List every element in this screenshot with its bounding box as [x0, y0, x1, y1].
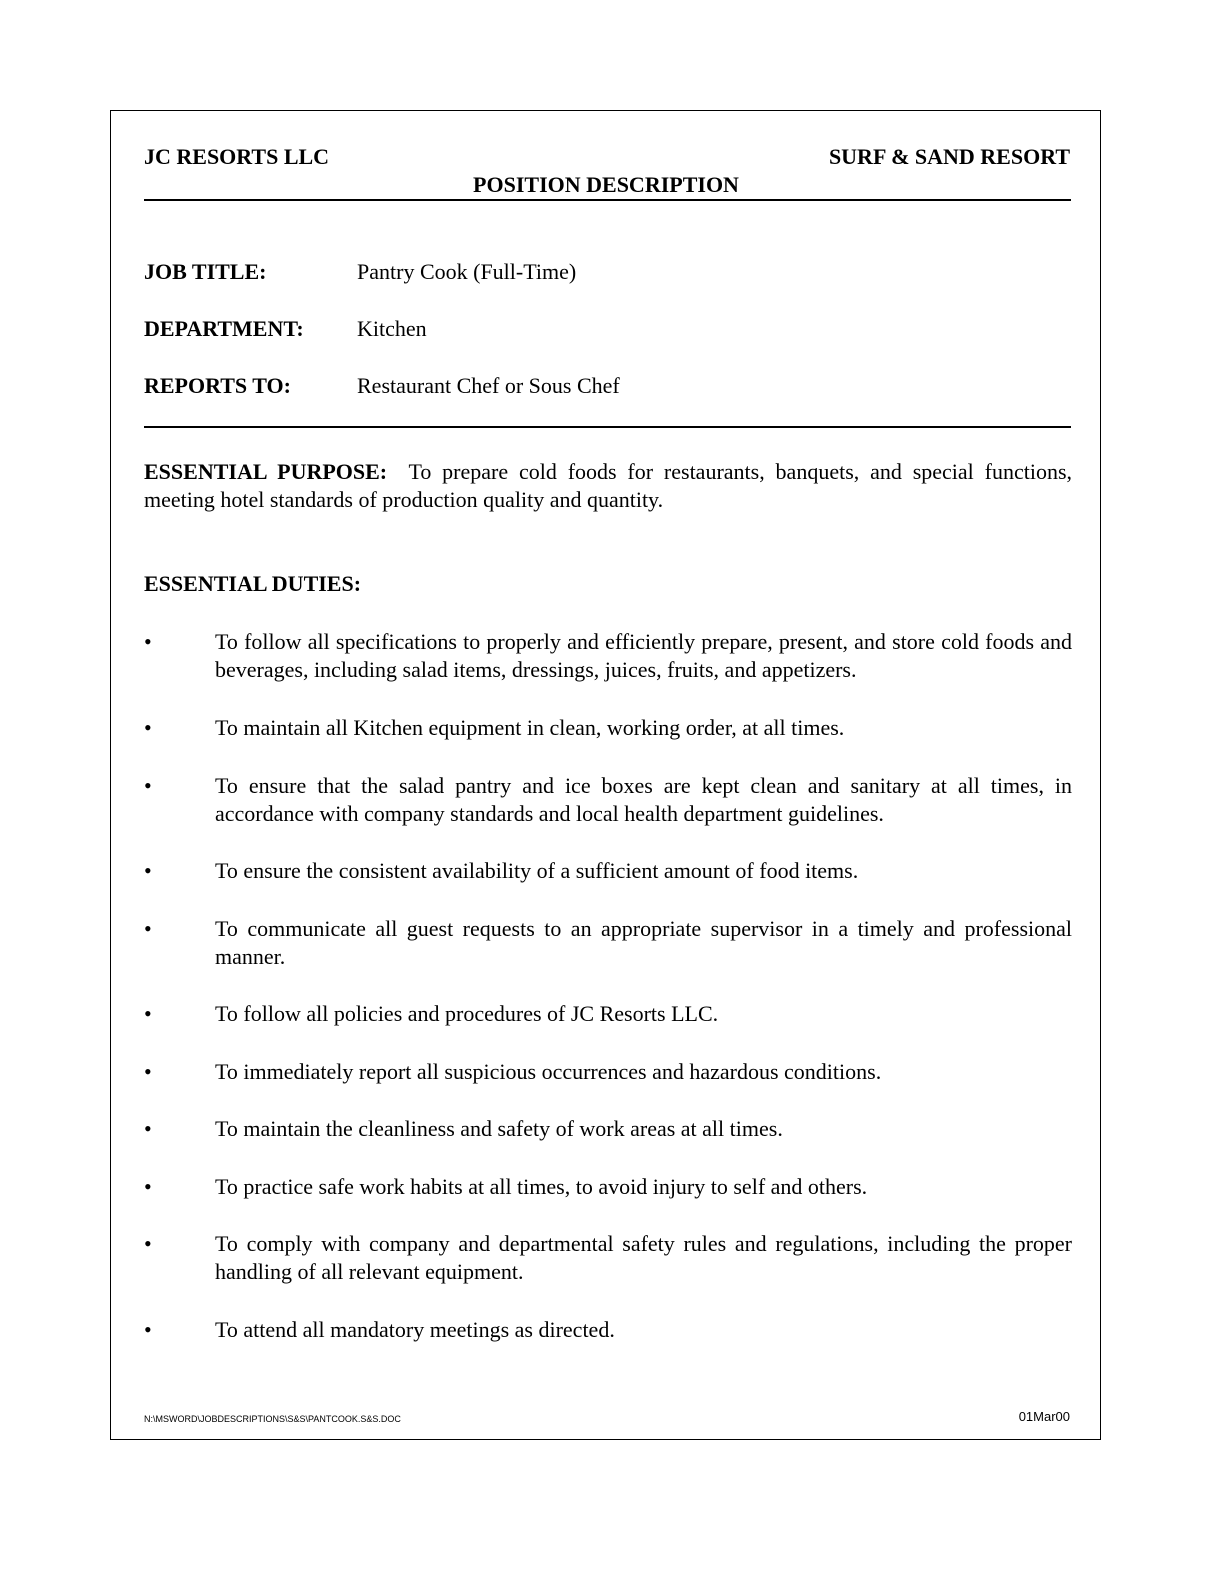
essential-duties-heading: ESSENTIAL DUTIES:: [144, 571, 362, 596]
list-item: [144, 628, 1072, 684]
bullet-icon: •: [144, 1174, 152, 1199]
list-item: [144, 915, 1072, 971]
reports-to-label: REPORTS TO:: [144, 373, 291, 398]
duty-text: To ensure the consistent availability of a sufficient amount of food items.: [215, 858, 859, 883]
duty-text: To practice safe work habits at all times, to avoid injury to self and others.: [215, 1174, 868, 1199]
document-title: POSITION DESCRIPTION: [473, 172, 739, 197]
list-item: [144, 1230, 1072, 1286]
bullet-icon: •: [144, 629, 152, 654]
duty-text: To immediately report all suspicious occurrences and hazardous conditions.: [215, 1059, 882, 1084]
department-value: Kitchen: [357, 316, 427, 341]
bullet-icon: •: [144, 1116, 152, 1141]
list-item: [144, 1115, 1072, 1143]
bullet-icon: •: [144, 773, 152, 798]
list-item: [144, 714, 1072, 742]
job-title-value: Pantry Cook (Full-Time): [357, 259, 577, 284]
list-item: [144, 1000, 1072, 1028]
footer-file-path: N:\MSWORD\JOBDESCRIPTIONS\S&S\PANTCOOK.S&S.DOC: [144, 1414, 401, 1424]
list-item: [144, 1058, 1072, 1086]
list-item: [144, 772, 1072, 828]
reports-to-row: [144, 373, 620, 399]
duty-text: To maintain all Kitchen equipment in clean, working order, at all times.: [215, 715, 845, 740]
essential-purpose: [144, 458, 1072, 514]
resort-name: SURF & SAND RESORT: [828, 144, 1070, 169]
bullet-icon: •: [144, 1231, 152, 1256]
bullet-icon: •: [144, 1001, 152, 1026]
department-row: [144, 316, 427, 342]
essential-purpose-text: To prepare cold foods for restaurants, banquets, and special functions, meeting hotel standards of production quality and quantity.: [144, 459, 1073, 512]
reports-to-value: Restaurant Chef or Sous Chef: [357, 373, 620, 398]
company-name: JC RESORTS LLC: [144, 144, 330, 169]
essential-purpose-label: ESSENTIAL PURPOSE:: [144, 459, 388, 484]
duty-text: To ensure that the salad pantry and ice boxes are kept clean and sanitary at all times, in accordance with company standards and local health department guidelines.: [215, 773, 1072, 826]
job-title-row: [144, 259, 576, 285]
duty-text: To comply with company and departmental safety rules and regulations, including the proper handling of all relevant equipment.: [215, 1231, 1072, 1284]
duty-text: To follow all policies and procedures of JC Resorts LLC.: [215, 1001, 719, 1026]
list-item: [144, 1316, 1072, 1344]
bullet-icon: •: [144, 858, 152, 883]
duty-text: To follow all specifications to properly and efficiently prepare, present, and store cold foods and beverages, including salad items, dressings, juices, fruits, and appetizers.: [215, 629, 1072, 682]
footer-date: 01Mar00: [1018, 1409, 1070, 1424]
list-item: [144, 1173, 1072, 1201]
duty-text: To communicate all guest requests to an appropriate supervisor in a timely and professional manner.: [215, 916, 1072, 969]
job-title-label: JOB TITLE:: [144, 259, 267, 284]
duty-text: To attend all mandatory meetings as directed.: [215, 1317, 615, 1342]
department-label: DEPARTMENT:: [144, 316, 304, 341]
fields-divider: [144, 426, 1071, 428]
list-item: [144, 857, 1072, 885]
bullet-icon: •: [144, 1059, 152, 1084]
bullet-icon: •: [144, 715, 152, 740]
bullet-icon: •: [144, 1317, 152, 1342]
header-divider: [144, 199, 1071, 201]
bullet-icon: •: [144, 916, 152, 941]
duty-text: To maintain the cleanliness and safety of work areas at all times.: [215, 1116, 783, 1141]
